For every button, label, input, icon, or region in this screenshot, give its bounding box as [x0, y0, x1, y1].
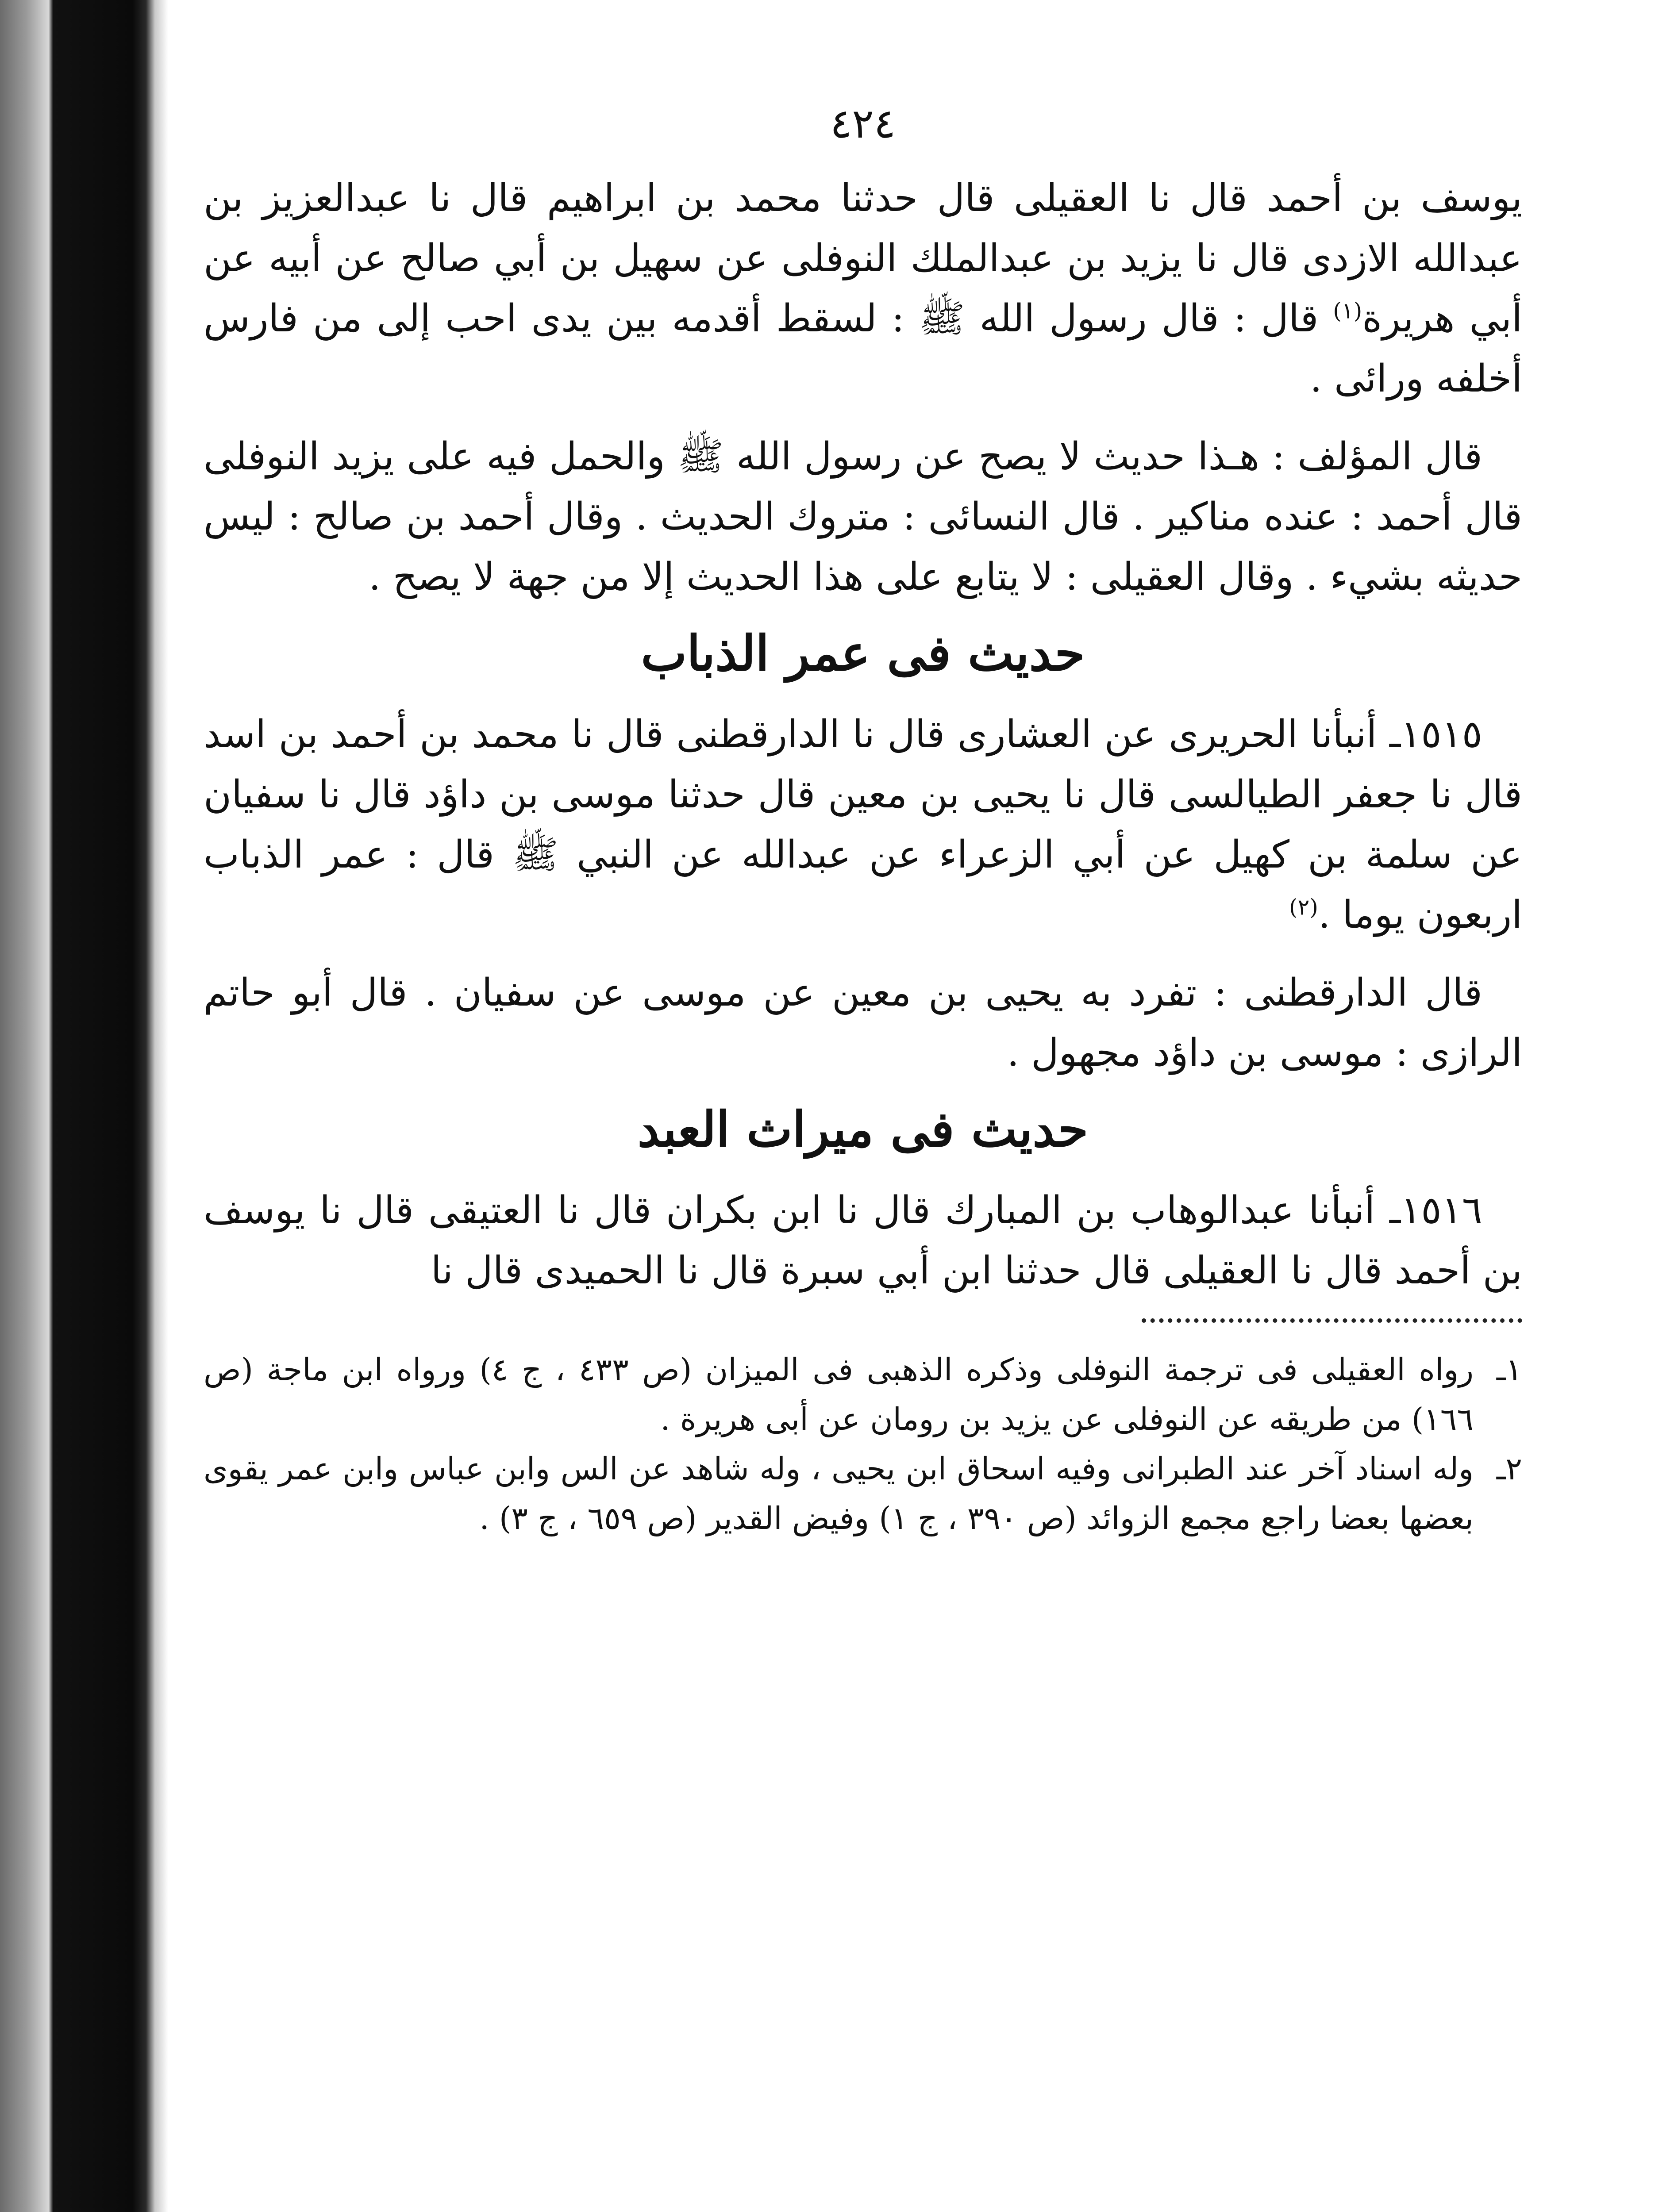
footnote-2	[204, 1444, 1522, 1543]
footnote-text: رواه العقيلى فى ترجمة النوفلى وذكره الذهبى فى الميزان (ص ٤٣٣ ، ج ٤) ورواه ابن ماجة (ص ١٦٦) من طريقه عن النوفلى عن يزيد بن رومان عن أبى هريرة .	[204, 1352, 1474, 1437]
paragraph-hadith-1516: ١٥١٦ـ أنبأنا عبدالوهاب بن المبارك قال نا ابن بكران قال نا العتيقى قال نا يوسف بن أحمد قال نا العقيلى قال حدثنا ابن أبي سبرة قال نا الحميدى قال نا	[204, 1188, 1522, 1293]
paragraph-text: ١٥١٥ـ أنبأنا الحريرى عن العشارى قال نا الدارقطنى قال نا محمد بن أحمد بن اسد قال نا جعفر الطيالسى قال نا يحيى بن معين قال حدثنا موسى بن داؤد قال نا سفيان عن سلمة بن كهيل عن أبي الزعراء عن عبدالله عن النبي ﷺ قال : عمر الذباب اربعون يوما .	[204, 712, 1522, 937]
spacer	[204, 945, 1522, 963]
paragraph-text: يوسف بن أحمد قال نا العقيلى قال حدثنا محمد بن ابراهيم قال نا عبدالعزيز بن عبدالله الازدى قال نا يزيد بن عبدالملك النوفلى عن سهيل بن أبي صالح عن أبيه عن أبي هريرة	[204, 176, 1523, 341]
footnote-number: ١ـ	[1496, 1352, 1522, 1388]
spacer	[204, 409, 1522, 426]
footnote-separator	[1142, 1318, 1522, 1323]
section-heading-fly-lifespan: حديث فى عمر الذباب	[641, 625, 1085, 682]
section-heading-slave-inheritance: حديث فى ميراث العبد	[637, 1101, 1089, 1158]
paragraph-hadith-1515	[204, 704, 1522, 945]
footnote-ref-2: (٢)	[1289, 894, 1318, 920]
paragraph-isnad-continued	[204, 168, 1522, 409]
footnote-1	[204, 1345, 1522, 1444]
paragraph-daraqutni-comment: قال الدارقطنى : تفرد به يحيى بن معين عن موسى عن سفيان . قال أبو حاتم الرازى : موسى بن داؤد مجهول .	[204, 971, 1522, 1075]
binding-edge	[0, 0, 168, 2212]
page-number: ٤٢٤	[830, 100, 896, 147]
paragraph-author-comment: قال المؤلف : هـذا حديث لا يصح عن رسول الله ﷺ والحمل فيه على يزيد النوفلى قال أحمد : عنده مناكير . قال النسائى : متروك الحديث . وقال أحمد بن صالح : ليس حديثه بشيء . وقال العقيلى : لا يتابع على هذا الحديث إلا من جهة لا يصح .	[204, 434, 1522, 599]
book-page	[204, 97, 1522, 2212]
footnote-ref-1: (١)	[1333, 298, 1362, 324]
footnote-text: وله اسناد آخر عند الطبرانى وفيه اسحاق ابن يحيى ، وله شاهد عن الس وابن عباس وابن عمر يقوى بعضها بعضا راجع مجمع الزوائد (ص ٣٩٠ ، ج ١) وفيض القدير (ص ٦٥٩ ، ج ٣) .	[204, 1451, 1474, 1536]
paragraph-text: قال : قال رسول الله ﷺ : لسقط أقدمه بين يدى احب إلى من فارس أخلفه ورائى .	[204, 296, 1522, 401]
footnote-number: ٢ـ	[1496, 1451, 1522, 1487]
